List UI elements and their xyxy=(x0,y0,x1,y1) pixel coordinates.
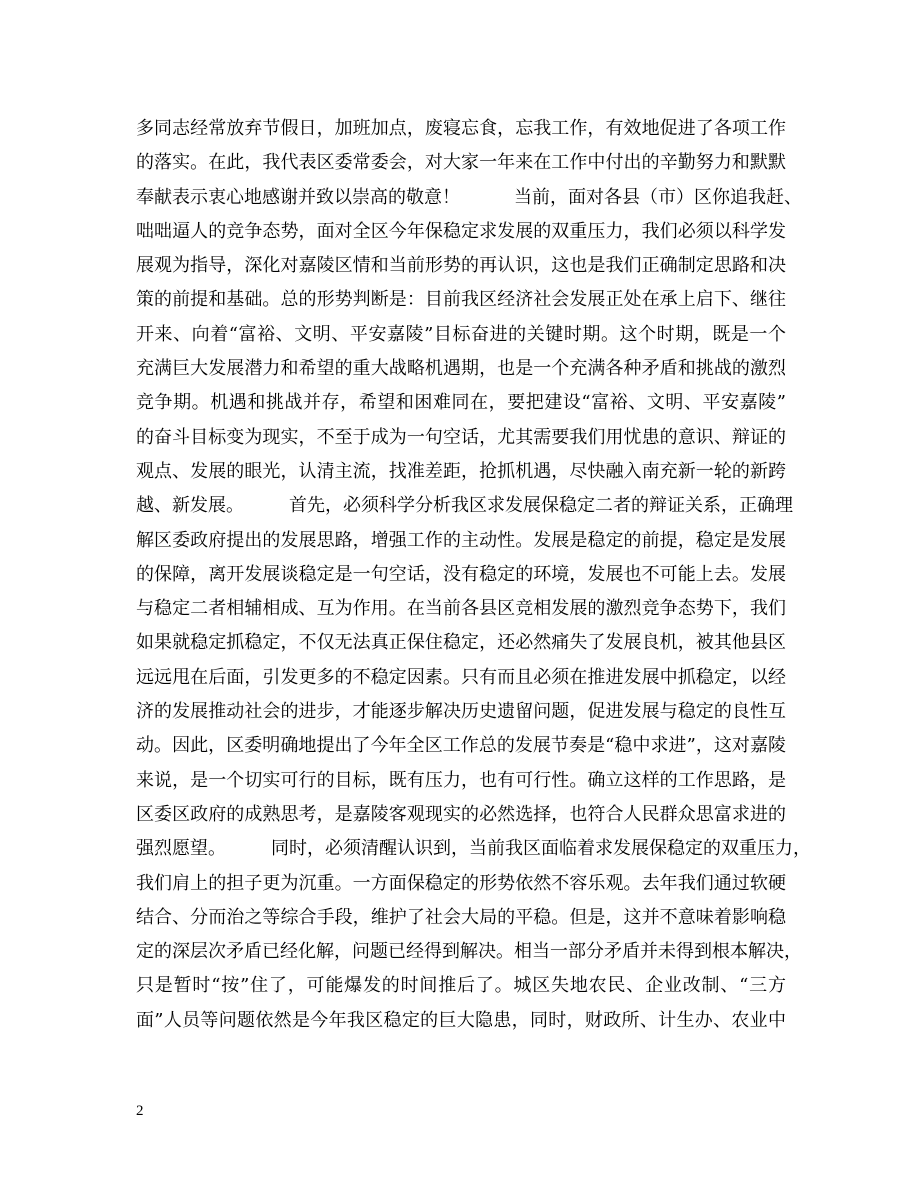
text-line: 的奋斗目标变为现实，不至于成为一句空话，尤其需要我们用忧患的意识、辩证的 xyxy=(136,426,786,448)
text-line: 开来、向着“富裕、文明、平安嘉陵”目标奋进的关键时期。这个时期，既是一个 xyxy=(136,323,786,345)
text-line: 如果就稳定抓稳定，不仅无法真正保住稳定，还必然痛失了发展良机，被其他县区 xyxy=(136,632,786,654)
text-line: 的落实。在此，我代表区委常委会，对大家一年来在工作中付出的辛勤努力和默默 xyxy=(136,152,786,174)
text-line: 展观为指导，深化对嘉陵区情和当前形势的再认识，这也是我们正确制定思路和决 xyxy=(136,255,786,277)
page-number: 2 xyxy=(136,1103,144,1119)
text-line: 多同志经常放弃节假日，加班加点，废寝忘食，忘我工作，有效地促进了各项工作 xyxy=(136,118,786,139)
text-line: 的保障，离开发展谈稳定是一句空话，没有稳定的环境，发展也不可能上去。发展 xyxy=(136,563,786,585)
text-line: 定的深层次矛盾已经化解，问题已经得到解决。相当一部分矛盾并未得到根本解决， xyxy=(136,941,802,963)
text-line: 与稳定二者相辅相成、互为作用。在当前各县区竞相发展的激烈竞争态势下，我们 xyxy=(136,598,786,620)
text-line: 策的前提和基础。总的形势判断是：目前我区经济社会发展正处在承上启下、继往 xyxy=(136,289,786,311)
text-line: 我们肩上的担子更为沉重。一方面保稳定的形势依然不容乐观。去年我们通过软硬 xyxy=(136,872,786,894)
text-line: 济的发展推动社会的进步，才能逐步解决历史遗留问题，促进发展与稳定的良性互 xyxy=(136,701,786,723)
text-line: 只是暂时“按”住了，可能爆发的时间推后了。城区失地农民、企业改制、“三方 xyxy=(136,975,786,997)
text-line: 面”人员等问题依然是今年我区稳定的巨大隐患，同时，财政所、计生办、农业中 xyxy=(136,1009,786,1031)
text-line: 远远甩在后面，引发更多的不稳定因素。只有而且必须在推进发展中抓稳定，以经 xyxy=(136,666,786,688)
body-text xyxy=(136,112,811,1038)
text-line: 结合、分而治之等综合手段，维护了社会大局的平稳。但是，这并不意味着影响稳 xyxy=(136,906,786,928)
text-line: 区委区政府的成熟思考，是嘉陵客观现实的必然选择，也符合人民群众思富求进的 xyxy=(136,803,786,825)
text-line: 越、新发展。 首先，必须科学分析我区求发展保稳定二者的辩证关系，正确理 xyxy=(136,495,793,517)
text-line: 充满巨大发展潜力和希望的重大战略机遇期，也是一个充满各种矛盾和挑战的激烈 xyxy=(136,358,786,380)
text-line: 咄咄逼人的竞争态势，面对全区今年保稳定求发展的双重压力，我们必须以科学发 xyxy=(136,220,786,242)
text-line: 竞争期。机遇和挑战并存，希望和困难同在，要把建设“富裕、文明、平安嘉陵” xyxy=(136,392,786,414)
text-line: 强烈愿望。 同时，必须清醒认识到，当前我区面临着求发展保稳定的双重压力， xyxy=(136,838,811,860)
text-line: 来说，是一个切实可行的目标，既有压力，也有可行性。确立这样的工作思路，是 xyxy=(136,769,786,791)
text-line: 解区委政府提出的发展思路，增强工作的主动性。发展是稳定的前提，稳定是发展 xyxy=(136,529,786,551)
text-line: 动。因此，区委明确地提出了今年全区工作总的发展节奏是“稳中求进”，这对嘉陵 xyxy=(136,735,786,757)
text-line: 观点、发展的眼光，认清主流，找准差距，抢抓机遇，尽快融入南充新一轮的新跨 xyxy=(136,460,786,482)
text-line: 奉献表示衷心地感谢并致以崇高的敬意！ 当前，面对各县（市）区你追我赶、 xyxy=(136,186,802,208)
